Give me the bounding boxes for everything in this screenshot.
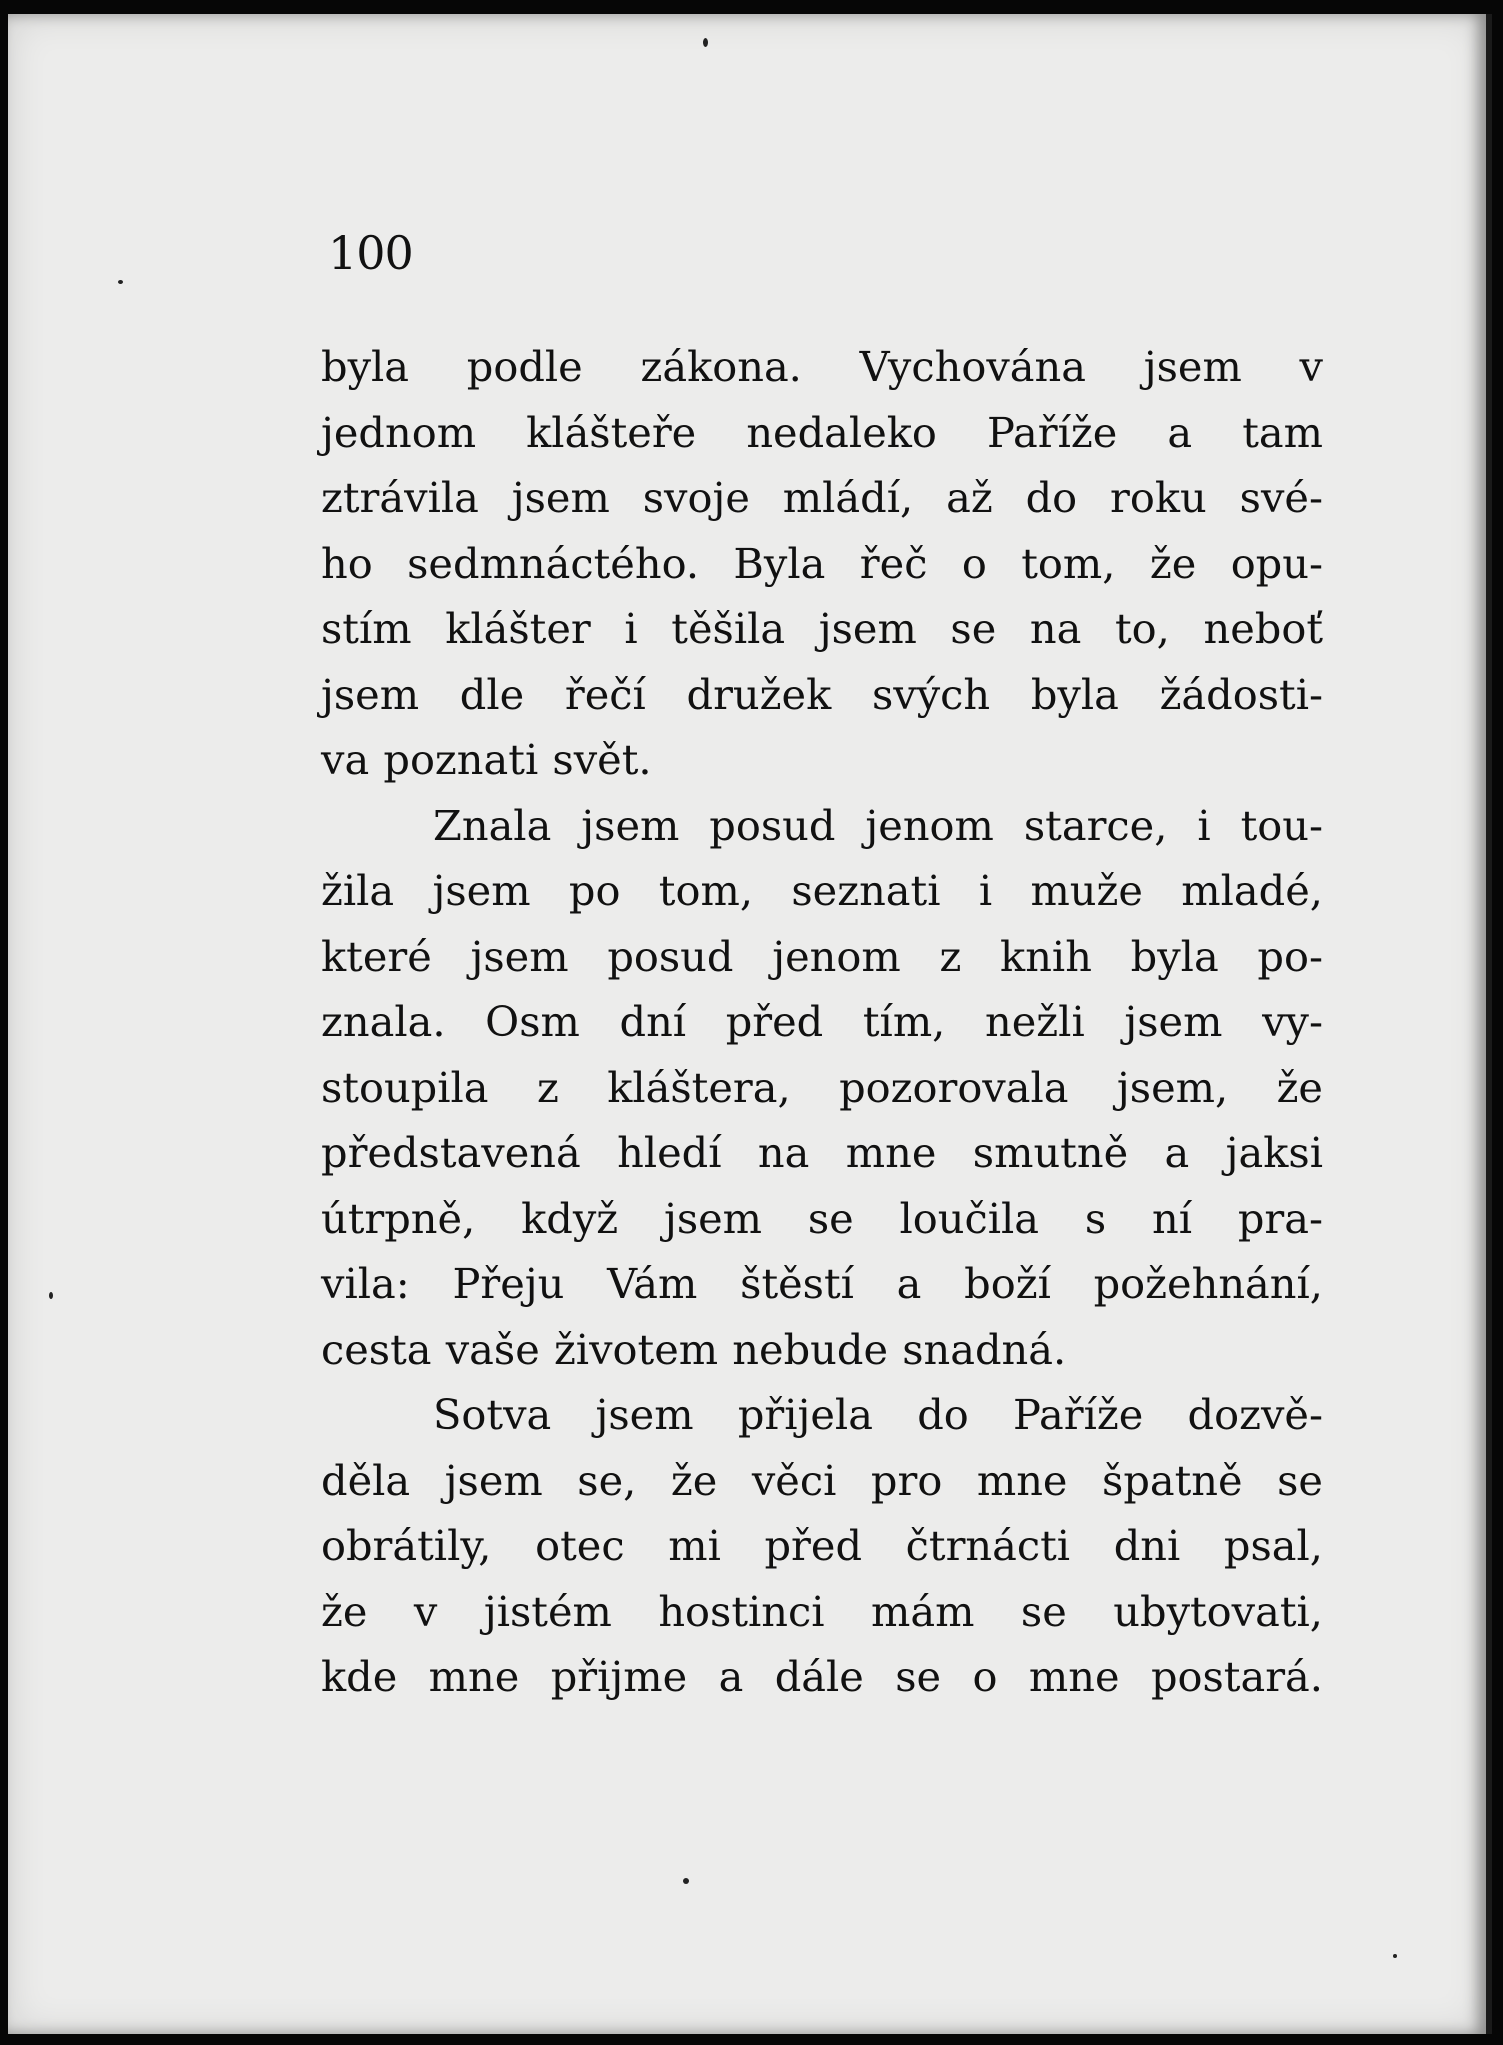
text-line: žila jsem po tom, seznati i muže mladé, — [321, 866, 1323, 915]
text-line: jednom klášteře nedaleko Paříže a tam — [321, 407, 1323, 457]
text-line: které jsem posud jenom z knih byla po- — [321, 931, 1323, 981]
scan-speck — [683, 1878, 689, 1884]
text-line: že v jistém hostinci mám se ubytovati, — [321, 1586, 1323, 1636]
text-line: va poznati svět. — [321, 735, 652, 784]
scan-speck — [1393, 1954, 1397, 1958]
text-line: znala. Osm dní před tím, nežli jsem vy- — [321, 997, 1323, 1046]
text-line: děla jsem se, že věci pro mne špatně se — [321, 1455, 1323, 1505]
text-line: kde mne přijme a dále se o mne postará. — [321, 1652, 1323, 1701]
text-line: Znala jsem posud jenom starce, i tou- — [433, 800, 1323, 850]
text-line: obrátily, otec mi před čtrnácti dni psal, — [321, 1521, 1323, 1570]
body-text — [321, 334, 1323, 1710]
text-line: vila: Přeju Vám štěstí a boží požehnání, — [321, 1259, 1323, 1308]
page-number: 100 — [328, 226, 413, 280]
book-page — [8, 14, 1492, 2034]
text-line: ztrávila jsem svoje mládí, až do roku své- — [321, 473, 1323, 522]
text-line: ho sedmnáctého. Byla řeč o tom, že opu- — [321, 538, 1323, 588]
text-line: cesta vaše životem nebude snadná. — [321, 1324, 1067, 1374]
scan-speck — [703, 38, 708, 47]
scan-speck — [49, 1292, 53, 1299]
text-line: stoupila z kláštera, pozorovala jsem, že — [321, 1062, 1323, 1112]
text-line: útrpně, když jsem se loučila s ní pra- — [321, 1193, 1323, 1243]
text-line: stím klášter i těšila jsem se na to, neboť — [321, 604, 1323, 653]
scan-speck — [118, 280, 123, 284]
text-line: Sotva jsem přijela do Paříže dozvě- — [433, 1390, 1323, 1439]
text-line: představená hledí na mne smutně a jaksi — [321, 1128, 1323, 1177]
text-line: jsem dle řečí družek svých byla žádosti- — [321, 669, 1323, 719]
text-line: byla podle zákona. Vychována jsem v — [321, 342, 1323, 391]
